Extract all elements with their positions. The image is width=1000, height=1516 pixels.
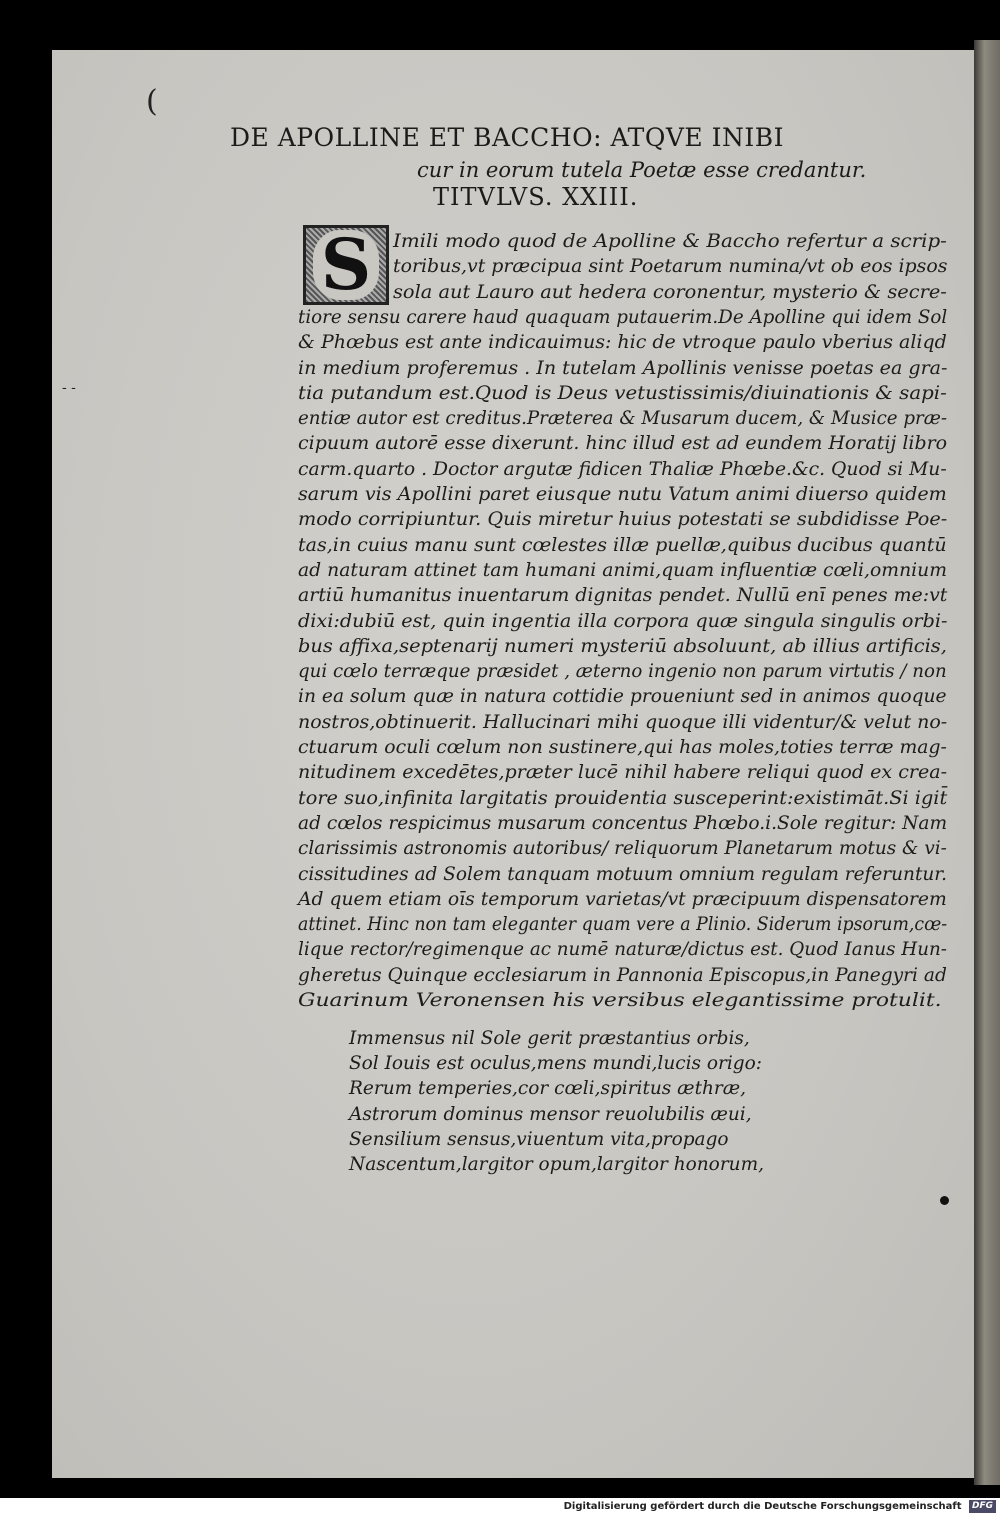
text-line: cissitudines ad Solem tanquam motuum omnium regulam referuntur. [298, 862, 947, 885]
chapter-number: TITVLVS. XXIII. [433, 183, 639, 211]
text-line: ad naturam attinet tam humani animi,quam influentiæ cœli,omnium [298, 558, 947, 581]
verse-line: Immensus nil Sole gerit præstantius orbis, [349, 1028, 750, 1049]
text-line: in medium proferemus . In tutelam Apollinis venisse poetas ea gra- [298, 356, 948, 379]
text-line: nitudinem excedētes,præter lucē nihil habere reliqui quod ex crea- [298, 761, 948, 784]
text-line: tia putandum est.Quod is Deus vetustissimis/diuinationis & sapi- [298, 381, 947, 404]
verse-line: Sol Iouis est oculus,mens mundi,lucis origo: [349, 1053, 763, 1075]
text-line: Guarinum Veronensen his versibus elegantissime protulit. [298, 989, 942, 1011]
text-line: bus affixa,septenarij numeri mysteriū absoluunt, ab illius artificis, [298, 634, 947, 657]
footer-credit-text: Digitalisierung gefördert durch die Deutsche Forschungsgemeinschaft [563, 1501, 962, 1512]
verse-line: Rerum temperies,cor cœli,spiritus æthræ, [349, 1078, 747, 1100]
decorated-initial [303, 225, 389, 305]
footer-credit [0, 1498, 1000, 1516]
text-line: lique rector/regimenque ac numē naturæ/dictus est. Quod Ianus Hun- [298, 938, 947, 961]
text-line: dixi:dubiū est, quin ingentia illa corpora quæ singula singulis orbi- [298, 609, 948, 632]
margin-mark: ( [146, 84, 158, 119]
text-line: entiæ autor est creditus.Præterea & Musarum ducem, & Musice præ- [298, 407, 948, 430]
verse-line: Sensilium sensus,viuentum vita,propago [349, 1128, 729, 1150]
text-line: attinet. Hinc non tam eleganter quam vere a Plinio. Siderum ipsorum,cœ- [298, 913, 948, 936]
initial-letter: S [313, 230, 380, 300]
text-line: sola aut Lauro aut hedera coronentur, mysterio & secre- [393, 280, 947, 303]
page-edge [974, 40, 1000, 1485]
text-line: nostros,obtinuerit. Hallucinari mihi quoque illi videntur/& velut no- [298, 710, 948, 733]
dfg-logo: DFG [969, 1500, 996, 1513]
text-line: sarum vis Apollini paret eiusque nutu Vatum animi diuerso quidem [298, 483, 947, 505]
chapter-subtitle: cur in eorum tutela Poetæ esse credantur. [417, 158, 867, 182]
ink-dot [940, 1196, 949, 1205]
text-line: in ea solum quæ in natura cottidie proueniunt sed in animos quoque [298, 685, 947, 708]
margin-mark: - - [62, 380, 76, 396]
text-line: clarissimis astronomis autoribus/ reliquorum Planetarum motus & vi- [298, 837, 947, 860]
text-line: gheretus Quinque ecclesiarum in Pannonia Episcopus,in Panegyri ad [298, 963, 947, 986]
text-line: qui cœlo terræque præsidet , æterno ingenio non parum virtutis / non [298, 660, 947, 683]
text-line: & Phœbus est ante indicauimus: hic de vtroque paulo vberius aliqd [298, 331, 947, 354]
text-line: Imili modo quod de Apolline & Baccho refertur a scrip- [393, 230, 947, 252]
text-line: toribus,vt præcipua sint Poetarum numina/vt ob eos ipsos [393, 255, 948, 278]
text-line: modo corripiuntur. Quis miretur huius potestati se subdidisse Poe- [298, 508, 948, 531]
text-line: artiū humanitus inuentarum dignitas pendet. Nullū enī penes me:vt [298, 584, 948, 607]
text-line: ad cœlos respicimus musarum concentus Phœbo.i.Sole regitur: Nam [298, 811, 948, 834]
text-line: Ad quem etiam oīs temporum varietas/vt præcipuum dispensatorem [298, 887, 947, 910]
text-line: carm.quarto . Doctor argutæ fidicen Thaliæ Phœbe.&c. Quod si Mu- [298, 457, 947, 480]
text-line: tas,in cuius manu sunt cœlestes illæ puellæ,quibus ducibus quantū [298, 533, 947, 556]
chapter-title: DE APOLLINE ET BACCHO: ATQVE INIBI [230, 123, 784, 152]
text-line: tiore sensu carere haud quaquam putauerim.De Apolline qui idem Sol [298, 305, 948, 328]
text-line: tore suo,infinita largitatis prouidentia susceperint:existimāt.Si igit̄ [298, 786, 948, 809]
verse-line: Nascentum,largitor opum,largitor honorum, [349, 1154, 765, 1175]
text-line: cipuum autorē esse dixerunt. hinc illud est ad eundem Horatij libro [298, 432, 948, 455]
text-line: ctuarum oculi cœlum non sustinere,qui has moles,toties terræ mag- [298, 736, 947, 758]
verse-line: Astrorum dominus mensor reuolubilis æui, [349, 1103, 752, 1125]
